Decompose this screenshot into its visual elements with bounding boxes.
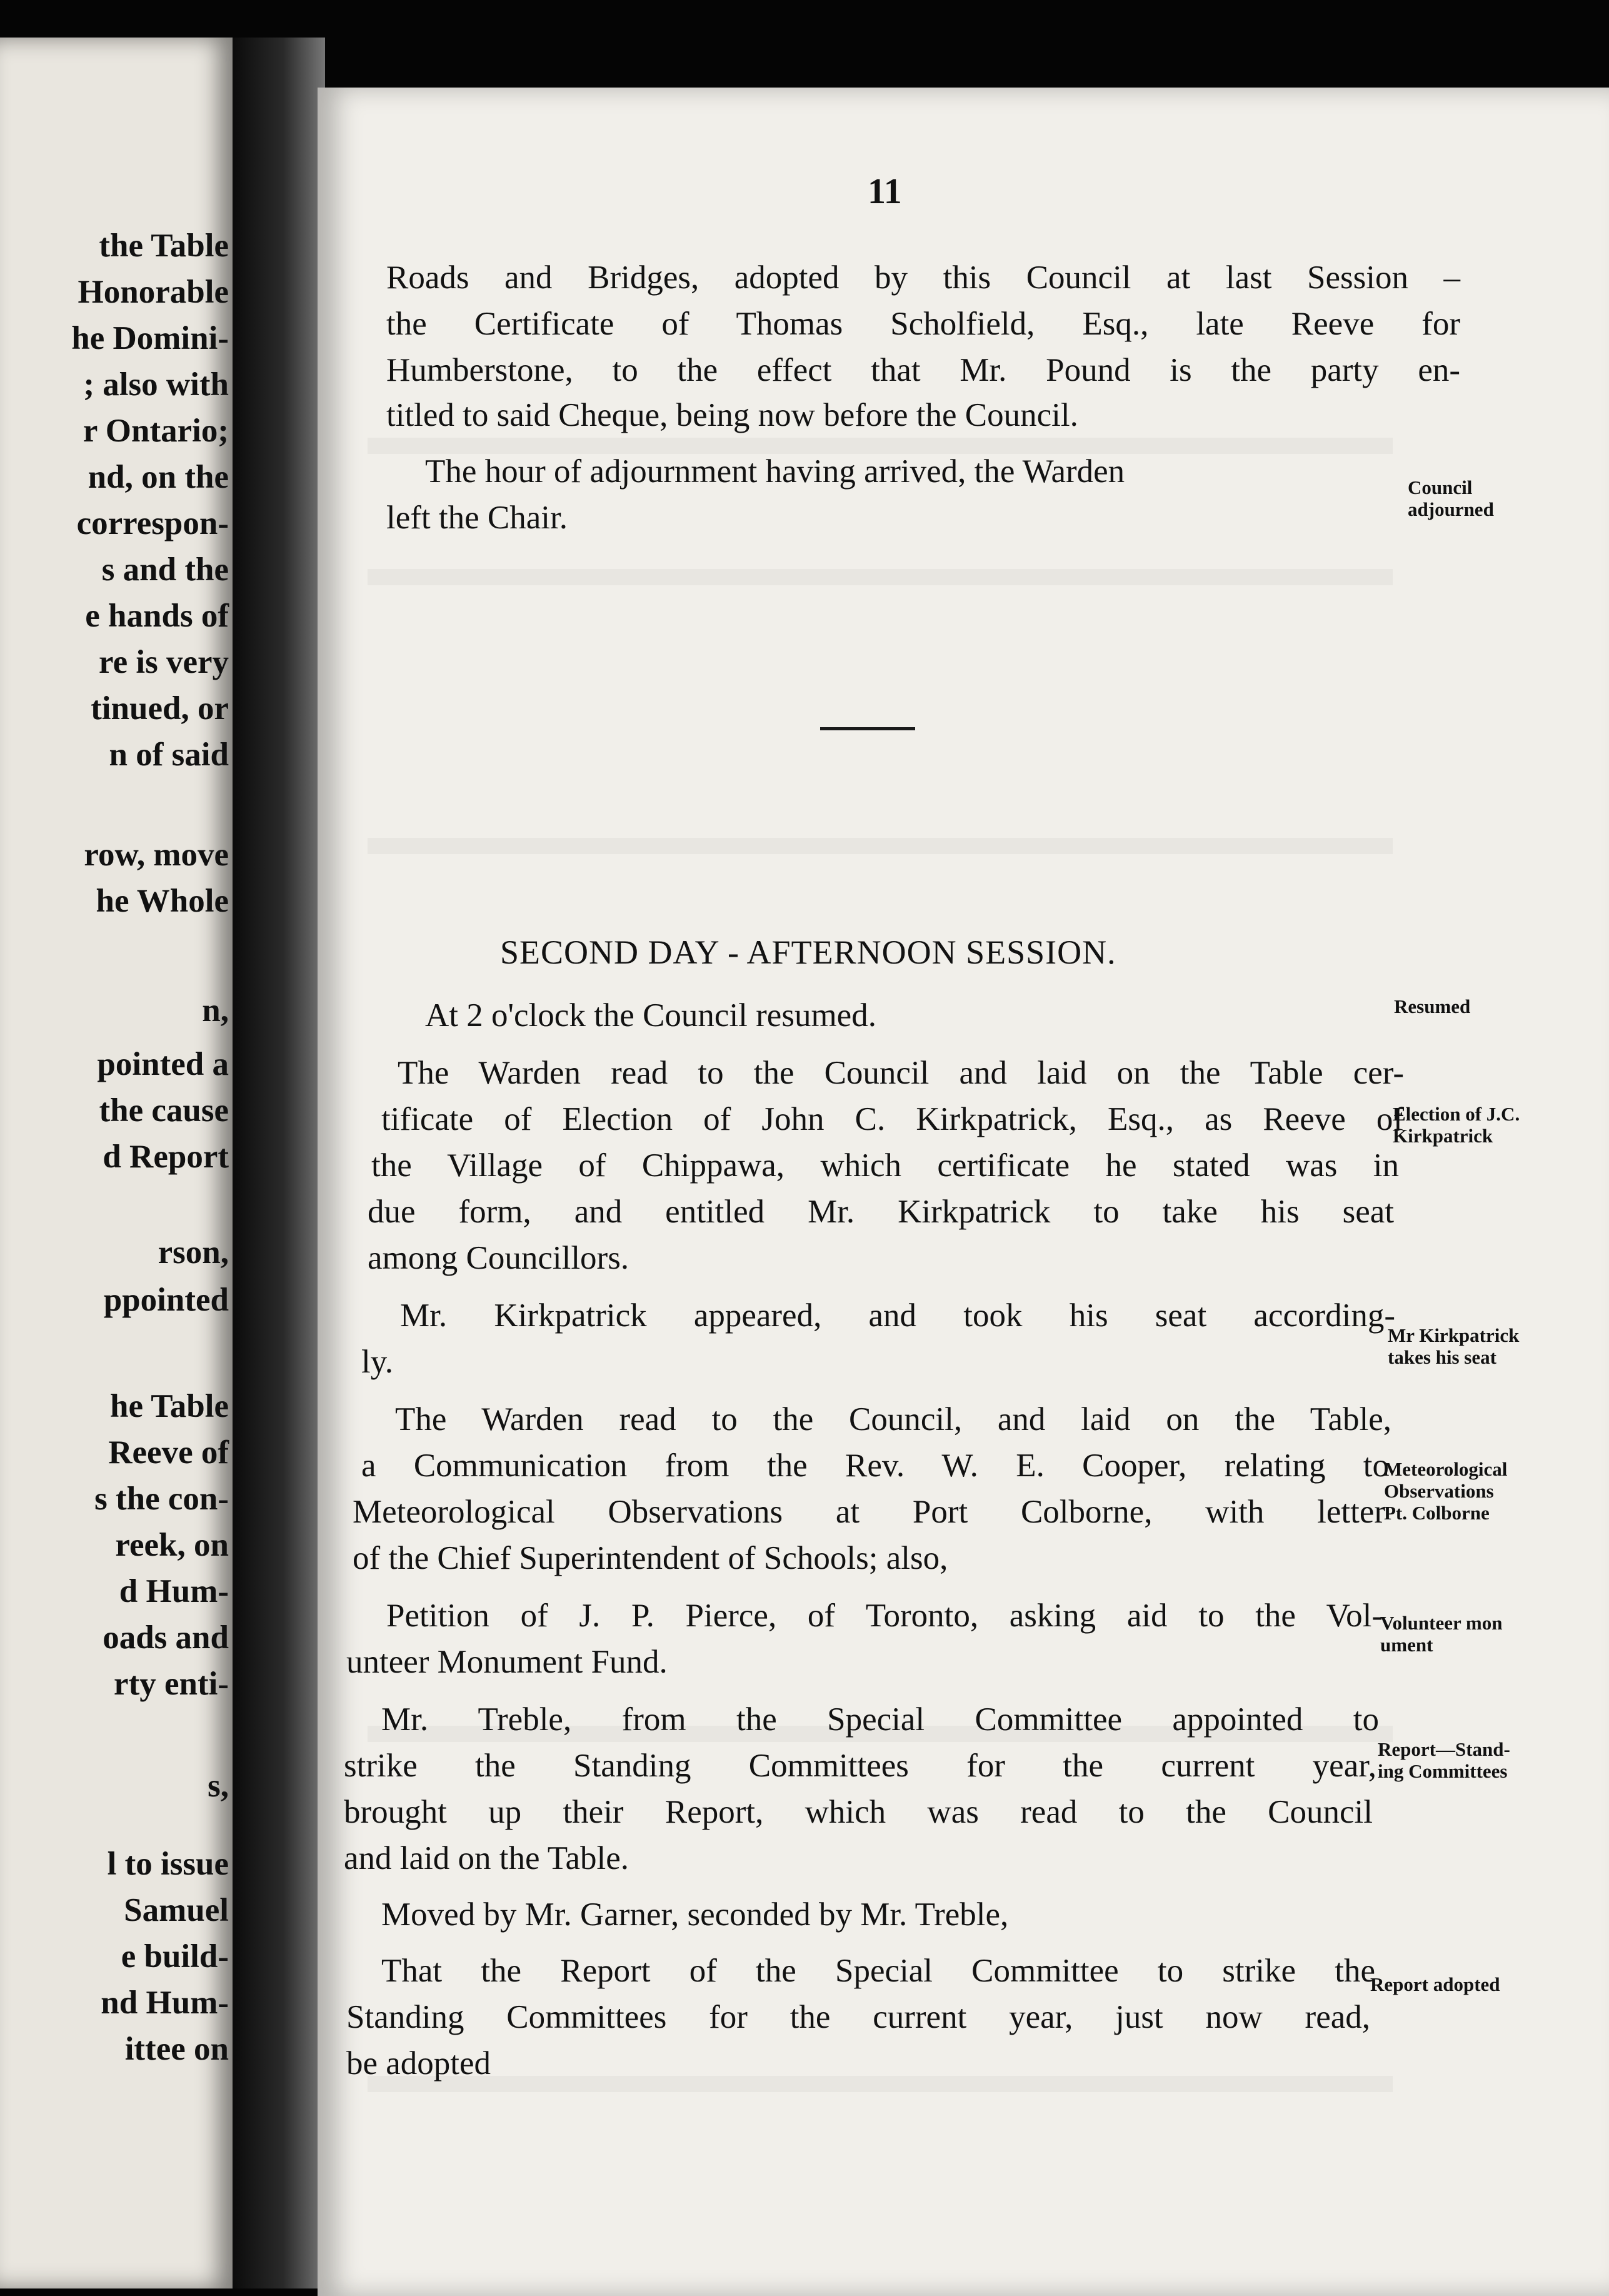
- left-fragment: rson,: [158, 1234, 229, 1271]
- left-fragment: r Ontario;: [83, 413, 229, 449]
- text-line: Standing Committees for the current year, just now read,: [346, 1999, 1370, 2035]
- left-fragment: e build-: [121, 1938, 229, 1975]
- left-fragment: d Hum-: [119, 1573, 229, 1609]
- margin-note-line: Council: [1408, 476, 1473, 498]
- bleed-through: [368, 838, 1393, 854]
- margin-note-line: takes his seat: [1388, 1346, 1496, 1368]
- margin-note-line: Pt. Colborne: [1384, 1502, 1490, 1524]
- text-line: the Certificate of Thomas Scholfield, Esq., late Reeve for: [386, 306, 1460, 342]
- text-line: tificate of Election of John C. Kirkpatrick, Esq., as Reeve of: [381, 1101, 1404, 1137]
- margin-note-line: Meteorological: [1384, 1458, 1508, 1480]
- left-fragment: pointed a: [97, 1046, 229, 1082]
- margin-note-volunteer: [1380, 1612, 1503, 1656]
- left-fragment: n of said: [109, 737, 229, 773]
- left-fragment: Reeve of: [108, 1434, 229, 1471]
- text-line: due form, and entitled Mr. Kirkpatrick to take his seat: [368, 1194, 1394, 1230]
- text-line: Humberstone, to the effect that Mr. Pound is the party en-: [386, 352, 1460, 388]
- left-fragment: ittee on: [124, 2031, 229, 2067]
- margin-note-report-adopted: [1370, 1973, 1500, 1995]
- margin-note-line: Report adopted: [1370, 1973, 1500, 1995]
- left-fragment: s,: [208, 1768, 229, 1804]
- text-line: left the Chair.: [386, 500, 568, 536]
- left-fragment: n,: [202, 992, 229, 1029]
- left-fragment: correspon-: [76, 505, 229, 541]
- text-line: Petition of J. P. Pierce, of Toronto, asking aid to the Vol-: [386, 1598, 1383, 1634]
- text-line: The Warden read to the Council, and laid on the Table,: [395, 1401, 1391, 1438]
- text-line: titled to said Cheque, being now before the Council.: [386, 397, 1078, 433]
- text-line: ly.: [361, 1344, 394, 1380]
- left-fragment: row, move: [84, 837, 229, 873]
- margin-note-election: [1393, 1103, 1520, 1147]
- left-fragment: l to issue: [107, 1846, 229, 1882]
- bleed-through: [368, 569, 1393, 585]
- margin-note-line: Volunteer mon: [1380, 1612, 1503, 1634]
- margin-note-line: Observations: [1384, 1480, 1494, 1502]
- margin-note-line: Election of J.C.: [1393, 1103, 1520, 1125]
- left-fragment: the Table: [99, 228, 229, 264]
- left-fragment: ppointed: [103, 1282, 229, 1318]
- margin-note-resumed: [1394, 995, 1470, 1017]
- left-fragment: he Whole: [96, 883, 229, 919]
- section-divider: [820, 727, 915, 730]
- left-fragment: reek, on: [115, 1527, 229, 1563]
- left-fragment: rty enti-: [114, 1666, 229, 1702]
- text-line: strike the Standing Committees for the current year,: [344, 1748, 1376, 1784]
- text-line: The Warden read to the Council and laid on the Table cer-: [398, 1055, 1404, 1091]
- margin-note-council-adjourned: [1408, 476, 1494, 520]
- text-line: Mr. Kirkpatrick appeared, and took his seat according-: [400, 1297, 1395, 1334]
- text-line: Moved by Mr. Garner, seconded by Mr. Treble,: [381, 1896, 1009, 1933]
- margin-note-takes-seat: [1388, 1324, 1519, 1368]
- text-line: At 2 o'clock the Council resumed.: [425, 997, 876, 1034]
- margin-note-line: ing Committees: [1378, 1760, 1508, 1782]
- text-line: among Councillors.: [368, 1240, 629, 1276]
- main-page: [318, 88, 1609, 2296]
- left-fragment: Samuel: [124, 1892, 229, 1928]
- text-line: brought up their Report, which was read to the Council: [344, 1794, 1373, 1830]
- left-fragment: s and the: [101, 551, 229, 588]
- left-fragment: d Report: [103, 1139, 229, 1175]
- text-line: and laid on the Table.: [344, 1840, 629, 1876]
- margin-note-meteorological: [1384, 1458, 1507, 1524]
- text-line: the Village of Chippawa, which certificate he stated was in: [371, 1147, 1399, 1184]
- text-line: Roads and Bridges, adopted by this Council at last Session –: [386, 259, 1460, 296]
- text-line: a Communication from the Rev. W. E. Cooper, relating to: [361, 1448, 1389, 1484]
- left-fragment: the cause: [99, 1092, 229, 1129]
- left-fragment: he Domini-: [71, 320, 229, 356]
- left-fragment: nd, on the: [88, 459, 229, 495]
- book-gutter: [233, 38, 325, 2288]
- left-fragment: Honorable: [78, 274, 229, 310]
- margin-note-line: Kirkpatrick: [1393, 1125, 1493, 1147]
- text-line: Meteorological Observations at Port Colborne, with letter: [353, 1494, 1385, 1530]
- text-line: be adopted: [346, 2045, 491, 2082]
- left-fragment: tinued, or: [91, 690, 229, 727]
- left-fragment: nd Hum-: [101, 1985, 229, 2021]
- text-line: That the Report of the Special Committee to strike the: [381, 1953, 1375, 1989]
- page-number: 11: [868, 171, 902, 211]
- margin-note-line: Report—Stand-: [1378, 1738, 1510, 1760]
- margin-note-report-standing: [1378, 1738, 1510, 1782]
- bleed-through: [368, 438, 1393, 454]
- margin-note-line: adjourned: [1408, 498, 1494, 520]
- section-heading: SECOND DAY - AFTERNOON SESSION.: [500, 934, 1116, 971]
- margin-note-line: Resumed: [1394, 995, 1471, 1017]
- left-fragment: ; also with: [83, 366, 229, 403]
- left-fragment: s the con-: [94, 1481, 229, 1517]
- left-fragment: he Table: [109, 1388, 229, 1424]
- margin-note-line: Mr Kirkpatrick: [1388, 1324, 1520, 1346]
- left-fragment: re is very: [99, 644, 229, 680]
- left-fragment: e hands of: [85, 598, 229, 634]
- left-fragment: oads and: [103, 1619, 229, 1656]
- text-line: of the Chief Superintendent of Schools; also,: [353, 1540, 948, 1576]
- left-page: [0, 38, 233, 2288]
- margin-note-line: ument: [1380, 1634, 1433, 1656]
- text-line: Mr. Treble, from the Special Committee appointed to: [381, 1701, 1379, 1738]
- bleed-through: [368, 2076, 1393, 2092]
- text-line: unteer Monument Fund.: [346, 1644, 668, 1680]
- text-line: The hour of adjournment having arrived, the Warden: [425, 453, 1125, 490]
